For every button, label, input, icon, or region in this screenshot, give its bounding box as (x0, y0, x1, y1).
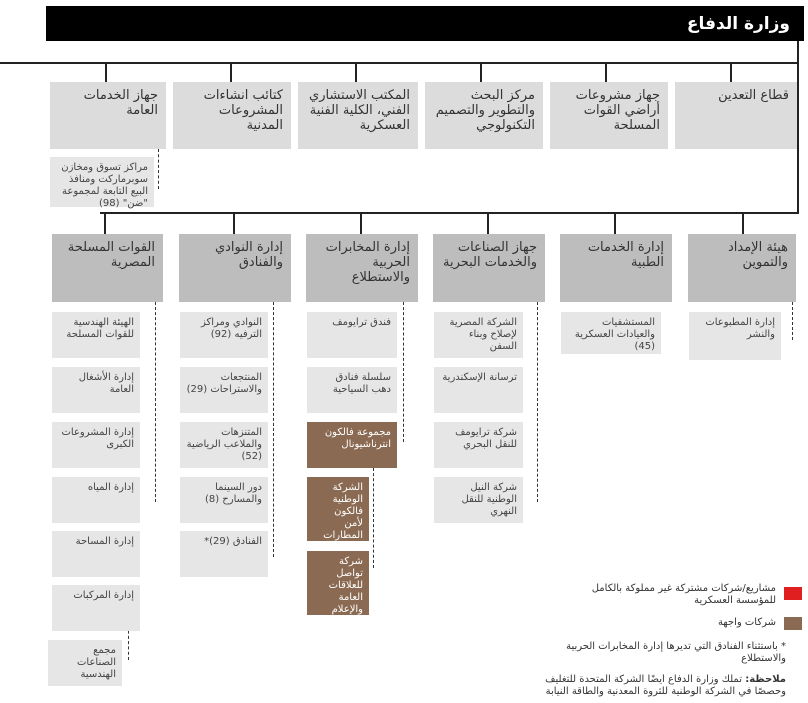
connector (797, 62, 799, 214)
org-box-label: قطاع التعدين (718, 88, 789, 103)
dashed-connector (792, 302, 793, 340)
leaf-label: سلسلة فنادق دهب السياحية (332, 372, 391, 395)
legend-brown-swatch (784, 617, 802, 630)
leaf-dahab-hotels (307, 367, 397, 413)
connector (104, 212, 106, 234)
connector (605, 62, 607, 82)
dashed-connector (537, 302, 538, 502)
leaf-label: إدارة الأشغال العامة (78, 372, 134, 395)
connector (480, 62, 482, 82)
connector (100, 212, 799, 214)
org-box-land-projects (550, 82, 668, 149)
legend-note-heading: ملاحظة: (745, 674, 786, 685)
front-label: شركة تواصل للعلاقات العامة والإعلام (328, 556, 363, 615)
leaf-label: إدارة المشروعات الكبرى (61, 427, 134, 450)
org-box-label: جهاز الخدمات العامة (83, 88, 158, 118)
org-box-label: إدارة النوادي والفنادق (214, 240, 283, 270)
leaf-label: إدارة المساحة (75, 536, 134, 547)
leaf-parks (180, 422, 268, 468)
leaf-vehicles (52, 585, 140, 631)
ministry-title: وزارة الدفاع (686, 14, 790, 34)
leaf-label: المستشفيات والعيادات العسكرية (45) (574, 317, 655, 352)
org-box-label: القوات المسلحة المصرية (67, 240, 155, 270)
ministry-title-bar (46, 6, 804, 41)
connector (355, 62, 357, 82)
leaf-triumph-hotel (307, 312, 397, 358)
leaf-nile-transport (434, 477, 523, 523)
org-box-military-intelligence (306, 234, 418, 302)
connector (797, 41, 799, 63)
connector (742, 212, 744, 234)
connector (614, 212, 616, 234)
connector (230, 62, 232, 82)
leaf-label: دور السينما والمسارح (8) (204, 482, 262, 505)
org-box-civil-battalions (173, 82, 291, 149)
leaf-shopping-centers (50, 157, 154, 207)
connector (105, 62, 107, 82)
leaf-engineering-authority (52, 312, 140, 358)
org-box-general-services (50, 82, 166, 149)
leaf-label: الشركة المصرية لإصلاح وبناء السفن (449, 317, 517, 352)
connector (360, 212, 362, 234)
org-box-label: مركز البحث والتطوير والتصميم التكنولوجي (435, 88, 535, 133)
leaf-cinemas (180, 477, 268, 523)
org-box-medical (560, 234, 672, 302)
leaf-clubs (180, 312, 268, 358)
leaf-printing (689, 312, 781, 360)
org-box-label: إدارة الخدمات الطبية (587, 240, 664, 270)
connector (233, 212, 235, 234)
front-falcon-group (307, 422, 397, 468)
org-box-research (425, 82, 543, 149)
legend-note-text: تملك وزارة الدفاع أيضًا الشركة المتحدة للتغليف وحصصًا في الشركة الوطنية للثروة المعدنية والطاقة النيابة (545, 674, 786, 697)
leaf-triumph-shipping (434, 422, 523, 468)
front-falcon-airport-security (307, 477, 369, 541)
dashed-connector (155, 302, 156, 502)
legend-note (540, 674, 786, 703)
legend-red-swatch (784, 587, 802, 600)
leaf-water (52, 477, 140, 523)
dashed-connector (273, 302, 274, 557)
dashed-connector (158, 149, 159, 189)
org-box-label: إدارة المخابرات الحربية والاستطلاع (325, 240, 410, 285)
org-box-label: هيئة الإمداد والتموين (727, 240, 788, 270)
leaf-public-works (52, 367, 140, 413)
dashed-connector (373, 468, 374, 568)
leaf-label: النوادي ومراكز الترفيه (92) (200, 317, 262, 340)
leaf-label: الفنادق (29)* (204, 536, 262, 547)
org-box-label: جهاز مشروعات أراضي القوات المسلحة (575, 88, 660, 133)
legend-red-label: مشاريع/شركات مشتركة غير مملوكة بالكامل للمؤسسة العسكرية (591, 583, 776, 606)
leaf-resorts (180, 367, 268, 413)
org-box-consulting (298, 82, 418, 149)
org-box-label: جهاز الصناعات والخدمات البحرية (442, 240, 537, 270)
org-box-armed-forces (52, 234, 163, 302)
leaf-label: المنتجعات والاستراحات (29) (186, 372, 262, 395)
leaf-label: مجمع الصناعات الهندسية (77, 645, 116, 680)
front-label: مجموعة فالكون انترناشيونال (324, 427, 391, 450)
org-box-clubs-hotels (179, 234, 291, 302)
org-box-mining (675, 82, 797, 149)
connector (487, 212, 489, 234)
legend-brown-label: شركات واجهة (717, 617, 776, 628)
leaf-label: المتنزهات والملاعب الرياضية (52) (186, 427, 262, 462)
org-box-naval-industries (433, 234, 545, 302)
legend-footnote: * باستثناء الفنادق التي تديرها إدارة المخابرات الحربية والاستطلاع (566, 641, 786, 664)
leaf-survey (52, 531, 140, 577)
connector (0, 62, 799, 64)
leaf-alexandria-shipyard (434, 367, 523, 413)
org-box-label: المكتب الاستشاري الفني، الكلية الفنية العسكرية (309, 88, 410, 133)
connector (730, 62, 732, 82)
leaf-label: الهيئة الهندسية للقوات المسلحة (66, 317, 134, 340)
leaf-label: إدارة المطبوعات والنشر (705, 317, 775, 340)
leaf-hospitals (561, 312, 661, 354)
leaf-engineering-complex (48, 640, 122, 686)
leaf-label: إدارة المياه (87, 482, 134, 493)
leaf-hotels (180, 531, 268, 577)
leaf-label: فندق ترايومف (332, 317, 391, 328)
org-box-label: كتائب انشاءات المشروعات المدنية (203, 88, 283, 133)
org-box-supply (688, 234, 796, 302)
leaf-label: مراكز تسوق ومخازن سوبرماركت ومنافذ البيع التابعة لمجموعة "ضن" (98) (61, 162, 148, 209)
dashed-connector (403, 302, 404, 442)
front-label: الشركة الوطنية فالكون لأمن المطارات (323, 482, 363, 541)
leaf-label: ترسانة الإسكندرية (442, 372, 517, 383)
leaf-label: إدارة المركبات (73, 590, 134, 601)
front-tawasol-pr (307, 551, 369, 615)
leaf-shipbuilding (434, 312, 523, 358)
leaf-label: شركة ترايومف للنقل البحري (455, 427, 517, 450)
leaf-major-projects (52, 422, 140, 468)
leaf-label: شركة النيل الوطنية للنقل النهري (461, 482, 517, 517)
